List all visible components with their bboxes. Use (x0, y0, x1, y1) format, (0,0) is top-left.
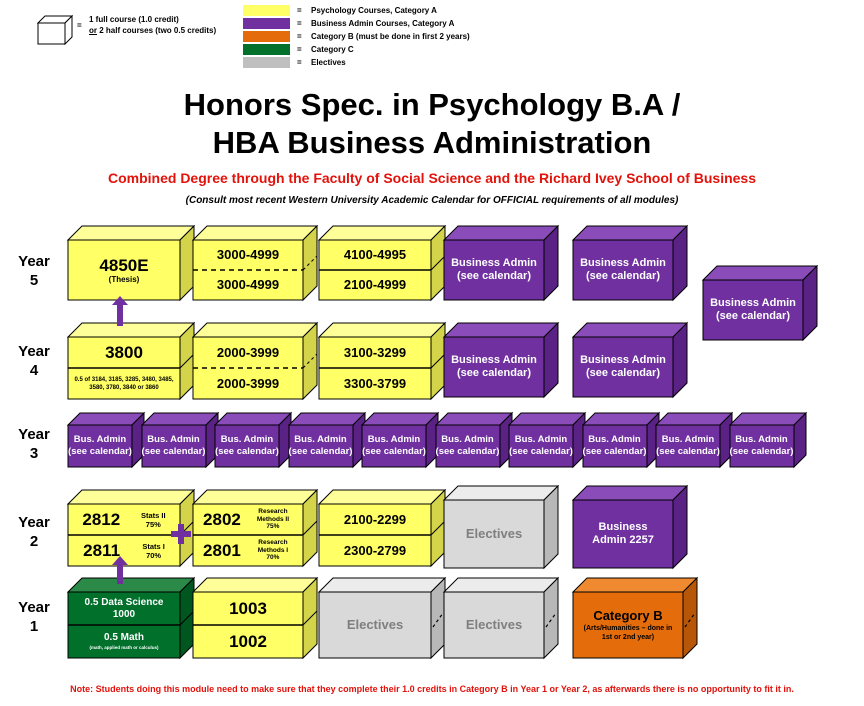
bus-admin-label: Bus. Admin (see calendar) (509, 434, 573, 457)
legend-eq: = (297, 19, 302, 28)
research-methods-1-course: 2801 Research Methods I 70% (203, 539, 289, 562)
course-4850e-cube (68, 226, 194, 300)
business-admin-cube (703, 266, 817, 340)
bus-admin-label: Bus. Admin (see calendar) (141, 434, 206, 457)
course-range-3000-4999-cube (193, 226, 317, 300)
credit-legend-text: = 1 full course (1.0 credit) or 2 half courses (two 0.5 credits) (77, 15, 217, 35)
range-3000-4999-top: 3000-4999 (216, 247, 280, 262)
plus-icon (171, 524, 191, 544)
range-3100-3299: 3100-3299 (343, 344, 407, 360)
year-3-label: Year 3 (18, 426, 50, 462)
bus-admin-label: Bus. Admin (see calendar) (288, 434, 353, 457)
research-methods-cube (193, 490, 317, 566)
bus-admin-cube-5 (362, 413, 438, 467)
bus-admin-cube-8 (583, 413, 659, 467)
bus-admin-label: Bus. Admin (see calendar) (656, 434, 720, 457)
electives-cube (444, 578, 558, 658)
bus-admin-cube-7 (509, 413, 585, 467)
legend-eq: = (297, 32, 302, 41)
course-range-2000-3999-cube (193, 323, 317, 399)
business-admin-label: Business Admin (see calendar) (580, 354, 666, 379)
thesis-face: 4850E (Thesis) (99, 256, 149, 284)
year-5-label: Year 5 (18, 253, 50, 289)
category-b-cube (573, 578, 697, 658)
prerequisite-arrow-icon (112, 296, 128, 326)
electives-label: Electives (346, 617, 404, 632)
legend-eq: = (297, 45, 302, 54)
business-admin-cube (444, 323, 558, 397)
year-2-label: Year 2 (18, 514, 50, 550)
course-range-2100-cube (319, 490, 445, 566)
legend-swatch-psychology (243, 5, 290, 16)
bus-admin-cube-6 (436, 413, 512, 467)
bus-admin-label: Bus. Admin (see calendar) (435, 434, 500, 457)
range-2300-2799: 2300-2799 (343, 542, 407, 558)
course-3800-options: 0.5 of 3184, 3185, 3285, 3480, 3485, 3580, 3780, 3840 or 3860 (74, 376, 174, 391)
business-admin-cube (444, 226, 558, 300)
bus-admin-label: Bus. Admin (see calendar) (68, 434, 132, 457)
bus-admin-cube-2 (142, 413, 218, 467)
business-admin-2257-label: Business Admin 2257 (592, 521, 654, 546)
business-admin-label: Business Admin (see calendar) (451, 257, 537, 282)
legend-swatch-category-b (243, 31, 290, 42)
range-2000-3999-bottom: 2000-3999 (216, 375, 280, 391)
electives-cube (319, 578, 445, 658)
legend-swatch-business (243, 18, 290, 29)
legend-swatch-category-c (243, 44, 290, 55)
business-admin-label: Business Admin (see calendar) (451, 354, 537, 379)
bus-admin-cube-1 (68, 413, 144, 467)
course-1003: 1003 (229, 599, 267, 618)
legend-label-electives: Electives (311, 58, 346, 67)
research-methods-2-course: 2802 Research Methods II 75% (203, 508, 289, 531)
range-2000-3999-top: 2000-3999 (216, 344, 280, 360)
business-admin-cube (573, 226, 687, 300)
legend-eq: = (297, 58, 302, 67)
range-4100-4995: 4100-4995 (343, 247, 407, 262)
legend-label-category-c: Category C (311, 45, 354, 54)
legend-label-category-b: Category B (must be done in first 2 years) (311, 32, 470, 41)
prerequisite-arrow-icon (112, 556, 128, 584)
legend-swatch-electives (243, 57, 290, 68)
business-admin-cube (573, 323, 687, 397)
electives-label: Electives (465, 526, 523, 541)
math-course: 0.5 Math (math, applied math or calculus) (89, 632, 159, 650)
data-science-course: 0.5 Data Science 1000 (84, 596, 164, 620)
year-4-label: Year 4 (18, 343, 50, 379)
business-admin-label: Business Admin (see calendar) (580, 257, 666, 282)
range-3300-3799: 3300-3799 (343, 375, 407, 391)
bus-admin-label: Bus. Admin (see calendar) (729, 434, 794, 457)
category-c-cube (68, 578, 194, 658)
business-admin-label: Business Admin (see calendar) (710, 297, 796, 322)
consult-note: (Consult most recent Western University Academic Calendar for OFFICIAL requirements of all modules) (185, 195, 679, 206)
bus-admin-label: Bus. Admin (see calendar) (582, 434, 647, 457)
credit-cube-icon (37, 15, 73, 45)
subtitle: Combined Degree through the Faculty of Social Science and the Richard Ivey School of Business (107, 170, 757, 186)
bus-admin-cube-3 (215, 413, 291, 467)
business-admin-2257-cube (573, 486, 687, 568)
course-1002-1003-cube (193, 578, 317, 658)
electives-label: Electives (465, 617, 523, 632)
course-range-4100-cube (319, 226, 445, 300)
footer-note: Note: Students doing this module need to make sure that they complete their 1.0 credits in Category B in Year 1 or Year 2, as afterwards there is no opportunity to fit it in. (70, 684, 794, 694)
bus-admin-label: Bus. Admin (see calendar) (362, 434, 426, 457)
range-2100-4999: 2100-4999 (343, 277, 407, 292)
range-2100-2299: 2100-2299 (343, 511, 407, 527)
stats-1-course: 2811 Stats I 70% (83, 541, 165, 560)
electives-cube (444, 486, 558, 568)
year-1-label: Year 1 (18, 599, 50, 635)
legend-label-psychology: Psychology Courses, Category A (311, 6, 437, 15)
bus-admin-cube-10 (730, 413, 806, 467)
stats-2-course: 2812 Stats II 75% (82, 510, 166, 529)
course-3800-cube (68, 323, 194, 399)
range-3000-4999-bottom: 3000-4999 (216, 277, 280, 292)
course-1002: 1002 (229, 632, 267, 651)
bus-admin-cube-9 (656, 413, 732, 467)
title-line-2: HBA Business Administration (212, 125, 652, 160)
course-range-3100-cube (319, 323, 445, 399)
category-b-label: Category B (Arts/Humanities – done in 1st or 2nd year) (583, 608, 673, 641)
bus-admin-cube-4 (289, 413, 365, 467)
legend-label-business: Business Admin Courses, Category A (311, 19, 455, 28)
title-line-1: Honors Spec. in Psychology B.A / (183, 87, 681, 122)
course-3800: 3800 (105, 343, 143, 362)
bus-admin-label: Bus. Admin (see calendar) (215, 434, 279, 457)
legend-eq: = (297, 6, 302, 15)
